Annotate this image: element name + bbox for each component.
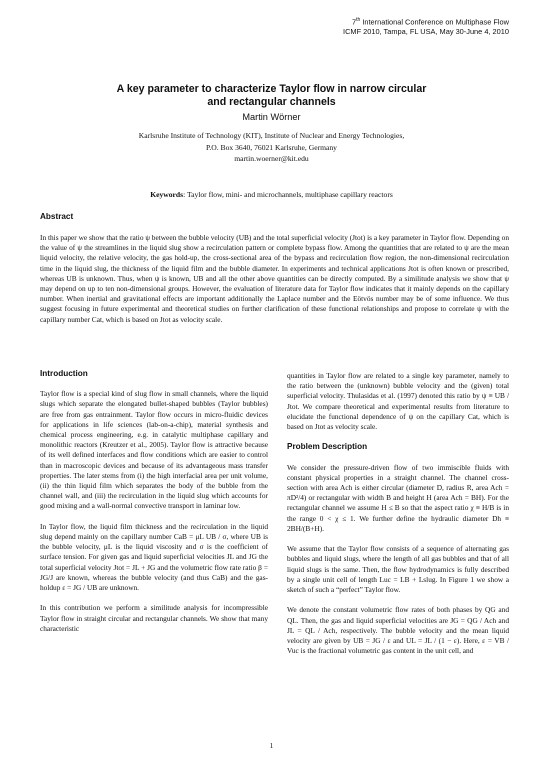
abstract-heading: Abstract: [40, 212, 74, 221]
affiliation: [40, 130, 503, 165]
problem-paragraph-3: We denote the constant volumetric flow rates of both phases by QG and QL. Then, the gas and liquid superficial velocities are JG = QG / Ach and JL = QL / Ach, respectively. The bubble velocity and the mean liquid velocity are given by UB = JG / ε and UL = JL / (1 − ε). Here, ε = VB / Vuc is the fractional volumetric gas content in the unit cell, and: [287, 605, 509, 656]
introduction-paragraph-3: In this contribution we perform a similitude analysis for incompressible Taylor flow in straight circular and rectangular channels. We show that many characteristic: [40, 603, 268, 633]
conference-ordinal: 7: [351, 17, 357, 27]
paper-title-line-2: and rectangular channels: [207, 96, 336, 108]
paper-title-line-1: A key parameter to characterize Taylor flow in narrow circular: [116, 83, 427, 95]
keywords-label: Keywords: [150, 190, 184, 199]
abstract-text: In this paper we show that the ratio ψ between the bubble velocity (UB) and the total superficial velocity (Jtot) is a key parameter in Taylor flow. Depending on the value of ψ the streamlines in the liquid slug show a recirculation pattern or complete bypass flow. Among the quantities that are related to ψ are the mean liquid velocity, the relative velocity, the gas hold-up, the cross-sectional area of the bypass and recirculation flow region, the non-dimensional recirculation time in the liquid slug, the thickness of the liquid film and the bubble diameter. In experiments and technical applications Jtot is often known or prescribed, whereas UB is unknown. Thus, when ψ is known, UB and all the other above quantities can be directly computed. By a similitude analysis we show that ψ may depend on up to ten non-dimensional groups. However, the evaluation of literature data for Taylor flow indicates that it mainly depends on the capillary number. When inertial and gravitational effects are important additionally the Laplace number and the Eötvös number may be of some influence. We thus suggest focusing in future experimental and theoretical studies on further clarification of these functional relationships and propose to correlate ψ with the capillary number Cat, which is based on Jtot as velocity scale.: [40, 233, 509, 324]
conference-header: [209, 15, 509, 37]
problem-description-heading: Problem Description: [287, 442, 368, 452]
author-name: Martin Wörner: [242, 112, 301, 122]
conference-name: International Conference on Multiphase Flow: [362, 17, 509, 27]
paper-title: [40, 83, 503, 109]
problem-paragraph-2: We assume that the Taylor flow consists of a sequence of alternating gas bubbles and liquid slugs, where the length of all gas bubbles and that of all liquid slugs is the same. Then, the flow hydrodynamics is fully described by a single unit cell of length Luc = LB + Lslug. In Figure 1 we show a sketch of such a “perfect” Taylor flow.: [287, 544, 509, 595]
page-number: 1: [269, 741, 274, 750]
right-column: [287, 371, 509, 667]
introduction-heading: Introduction: [40, 369, 88, 378]
conference-name-line: [209, 15, 509, 27]
keywords-text: : Taylor flow, mini- and microchannels, multiphase capillary reactors: [183, 190, 393, 199]
right-paragraph-1: quantities in Taylor flow are related to a single key parameter, namely to the ratio between the (unknown) bubble velocity and the (given) total superficial velocity. Thulasidas et al. (1997) denoted this ratio by ψ ≡ UB / Jtot. We compare theoretical and experimental results from literature to elucidate the functional dependence of ψ on the capillary Cat, which is based on Jtot as velocity scale.: [287, 371, 509, 432]
conference-detail: ICMF 2010, Tampa, FL USA, May 30-June 4, 2010: [343, 27, 509, 37]
affiliation-email: martin.woerner@kit.edu: [234, 154, 309, 163]
introduction-paragraph-1: Taylor flow is a special kind of slug flow in small channels, where the liquid slugs which separate the elongated bullet-shaped bubbles (Taylor bubbles) are free from gas entrainment. Taylor flow occurs in micro-fluidic devices for applications in life sciences (lab-on-a-chip), material synthesis and chemical process engineering, e.g. in catalytic multiphase capillary and monolithic reactors (Kreutzer et al., 2005). Taylor flow is attractive because of its well defined interfaces and flow conditions which are easier to control than in macroscopic devices and because of its advantageous mass transfer properties. The later stems from (i) the high interfacial area per unit volume, (ii) the thin liquid film which separates the body of the bubble from the channel wall, and (iii) the recirculation in the liquid slug which accounts for good mixing and a wall-normal convective transport in laminar low.: [40, 389, 268, 511]
left-column: [40, 369, 268, 644]
keywords: [40, 190, 503, 199]
problem-paragraph-1: We consider the pressure-driven flow of two immiscible fluids with constant physical properties in a straight channel. The channel cross-section with area Ach is either circular (diameter D, radius R, area Ach = πD²/4) or rectangular with width B and height H (area Ach = BH). For the rectangular channel we assume H ≤ B so that the aspect ratio χ ≡ H/B is in the range 0 < χ ≤ 1. We further define the hydraulic diameter Dh ≡ 2BH/(B+H).: [287, 462, 509, 533]
affiliation-address: P.O. Box 3640, 76021 Karlsruhe, Germany: [206, 142, 337, 152]
introduction-paragraph-2: In Taylor flow, the liquid film thickness and the recirculation in the liquid slug depend mainly on the capillary number CaB = μL UB / σ, where UB is the bubble velocity, μL is the liquid viscosity and σ is the coefficient of surface tension. For given gas and liquid superficial velocities JL and JG the total superficial velocity Jtot = JL + JG and the volumetric flow rate ratio β = JG/J are known, whereas the bubble velocity (and thus CaB) and the gas-holdup ε = JG / UB are unknown.: [40, 521, 268, 593]
conference-ordinal-suffix: th: [356, 17, 361, 23]
affiliation-institute: Karlsruhe Institute of Technology (KIT), Institute of Nuclear and Energy Technologies,: [138, 131, 405, 140]
